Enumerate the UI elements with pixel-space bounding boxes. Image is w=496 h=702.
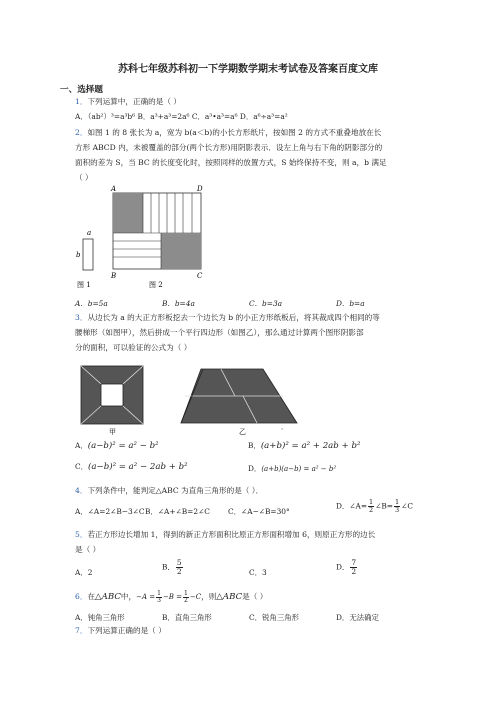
question-6-option-d: D．无法确定 bbox=[336, 613, 379, 622]
question-3-line-1 bbox=[75, 311, 380, 324]
question-5-option-d bbox=[336, 559, 358, 576]
question-2-line-2: 方形 ABCD 内，未被覆盖的部分(两个长方形)用阴影表示．设左上角与右下角的阴影部分的 bbox=[75, 143, 383, 152]
equation-part: −A = bbox=[136, 593, 156, 601]
question-4 bbox=[75, 484, 263, 497]
question-7 bbox=[75, 624, 166, 637]
option-label: B． bbox=[162, 562, 175, 572]
label-A: A bbox=[111, 185, 117, 193]
question-number: 7． bbox=[75, 626, 88, 635]
question-3-line-3: 分的面积，可以验证的公式为（ ） bbox=[75, 343, 192, 352]
option-text: D．∠A= bbox=[336, 501, 368, 511]
option-formula: (a+b)(a−b) = a² − b² bbox=[261, 465, 337, 473]
question-1-options: A．（ab²）³=a³b⁶ B．a³+a³=2a⁶ C．a³•a³=a⁶ D．a⁶÷a³=a² bbox=[75, 112, 288, 121]
question-number: 5． bbox=[75, 530, 88, 539]
question-2-figure bbox=[75, 183, 215, 293]
question-2-option-a: A．b=5a bbox=[75, 299, 108, 308]
question-4-option-a: A．∠A=2∠B−3∠C bbox=[75, 507, 145, 516]
question-4-option-d bbox=[336, 499, 413, 514]
option-label: D． bbox=[248, 464, 262, 473]
small-rectangle bbox=[83, 239, 93, 270]
question-number: 3． bbox=[75, 313, 88, 322]
figure-jia-caption: 甲 bbox=[109, 428, 116, 436]
equation-part: −B = bbox=[162, 593, 183, 601]
option-label: D． bbox=[336, 562, 350, 572]
question-2-line-3: 面积的差为 S，当 BC 的长度变化时，按照同样的放置方式，S 始终保持不变，则 a，b 满足 bbox=[75, 158, 387, 167]
question-text: 若正方形边长增加 1，得到的新正方形面积比原正方形面积增加 6，则原正方形的边长 bbox=[87, 530, 376, 539]
figure-jia bbox=[81, 366, 143, 424]
option-formula: (a−b)² = a² − 2ab + b² bbox=[88, 462, 188, 472]
question-3-option-a bbox=[75, 440, 159, 451]
label-a: a bbox=[87, 229, 92, 237]
question-3-option-c bbox=[75, 461, 188, 472]
fraction-one-half: $\frac{1}{2}$ bbox=[184, 589, 188, 604]
question-4-option-c: C．∠A−∠B=30° bbox=[228, 507, 290, 516]
question-number: 1． bbox=[75, 97, 88, 106]
option-formula: (a+b)² = a² + 2ab + b² bbox=[260, 441, 361, 451]
question-number: 2． bbox=[75, 128, 88, 137]
question-3-line-2: 腰梯形（如图甲），然后拼成一个平行四边形（如图乙），那么通过计算两个图形阴影部 bbox=[75, 328, 364, 337]
question-3-option-b bbox=[248, 440, 360, 451]
question-4-option-b: B．∠A+∠B=2∠C bbox=[145, 507, 210, 516]
question-6-option-a: A．钝角三角形 bbox=[75, 613, 125, 622]
question-text: 下列运算中，正确的是（ ） bbox=[87, 97, 181, 106]
fraction-third: $\frac{1}{3}$ bbox=[395, 498, 400, 514]
question-5-option-b bbox=[162, 559, 184, 576]
figure-dot: ． bbox=[281, 423, 288, 431]
question-2-line-1 bbox=[75, 126, 381, 139]
option-formula: (a−b)² = a² − b² bbox=[87, 441, 159, 451]
label-B: B bbox=[111, 272, 117, 280]
question-text: 下列运算正确的是（ ） bbox=[87, 626, 166, 635]
label-D: D bbox=[197, 185, 203, 193]
question-2-option-b: B．b=4a bbox=[162, 299, 195, 308]
question-5-option-c: C．3 bbox=[249, 568, 267, 577]
figure-yi bbox=[181, 369, 299, 423]
question-1 bbox=[75, 95, 181, 108]
figure-1-caption: 图 1 bbox=[77, 281, 91, 289]
option-text: ∠B= bbox=[375, 501, 394, 511]
shaded-bottom-right bbox=[161, 233, 201, 269]
question-text: 是（ ） bbox=[242, 592, 268, 601]
question-2-line-4: （ ） bbox=[75, 173, 93, 182]
fraction-half: $\frac{1}{2}$ bbox=[369, 498, 374, 514]
label-b: b bbox=[76, 251, 81, 259]
question-text: 下列条件中，能判定△ABC 为直角三角形的是（ ）． bbox=[87, 486, 264, 495]
question-6-option-b: B．直角三角形 bbox=[162, 613, 212, 622]
figure-yi-caption: 乙 bbox=[239, 428, 246, 436]
question-5-option-a: A．2 bbox=[75, 568, 93, 577]
option-label: C． bbox=[75, 462, 89, 471]
page-title: 苏科七年级苏科初一下学期数学期末考试卷及答案百度文库 bbox=[118, 64, 378, 75]
shaded-top-left bbox=[113, 193, 143, 233]
option-label: A． bbox=[75, 441, 88, 450]
question-text: ，则 bbox=[201, 592, 217, 601]
question-number: 6． bbox=[75, 592, 88, 601]
question-6 bbox=[75, 590, 267, 604]
fraction-one-third: $\frac{1}{3}$ bbox=[157, 589, 161, 604]
label-C: C bbox=[197, 272, 203, 280]
question-text: 中， bbox=[120, 592, 137, 601]
fraction-five-halves: $\frac{5}{2}$ bbox=[176, 558, 182, 576]
triangle-symbol: △ABC bbox=[216, 592, 243, 602]
question-6-option-c: C．锐角三角形 bbox=[249, 613, 299, 622]
equation-part: −C bbox=[189, 593, 202, 601]
question-2-option-d: D．b=a bbox=[336, 299, 365, 308]
option-label: B． bbox=[248, 441, 261, 450]
figure-2-caption: 图 2 bbox=[149, 281, 163, 289]
question-text: 从边长为 a 的大正方形板挖去一个边长为 b 的小正方形纸板后，将其裁成四个相同的等 bbox=[87, 313, 380, 322]
section-heading: 一、选择题 bbox=[60, 85, 103, 95]
question-5-line-2: 是（ ） bbox=[75, 545, 101, 554]
question-text: 在 bbox=[87, 592, 96, 601]
option-text: ∠C bbox=[401, 501, 414, 511]
question-text: 如图 1 的 8 张长为 a，宽为 b(a＜b)的小长方形纸片，按如图 2 的方式不重叠地放在长 bbox=[87, 128, 382, 137]
question-3-figure bbox=[75, 361, 335, 436]
triangle-symbol: △ABC bbox=[95, 592, 121, 602]
question-5-line-1 bbox=[75, 528, 375, 541]
question-2-option-c: C．b=3a bbox=[249, 299, 283, 308]
question-number: 4． bbox=[75, 486, 88, 495]
question-3-option-d bbox=[248, 463, 336, 474]
fraction-seven-halves: $\frac{7}{2}$ bbox=[351, 558, 357, 576]
